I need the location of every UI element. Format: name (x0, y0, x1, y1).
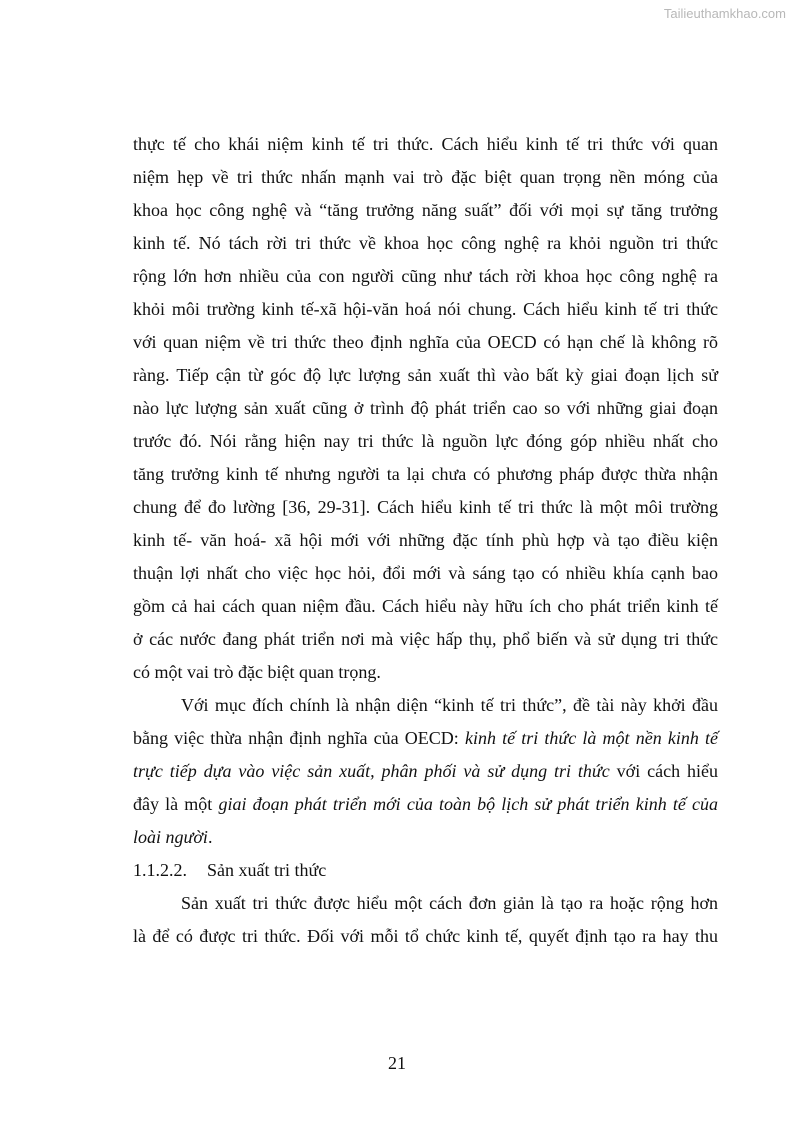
text-line: kinh tế- văn hoá- xã hội mới với những đặc tính phù hợp và tạo điều kiện (133, 530, 718, 550)
text-line: trước đó. Nói rằng hiện nay tri thức là nguồn lực đóng góp nhiều nhất cho (133, 431, 718, 451)
text-line (133, 755, 718, 788)
text-line: nào lực lượng sản xuất cũng ở trình độ phát triển cao so với những giai đoạn (133, 398, 718, 418)
page-number: 21 (388, 1053, 406, 1073)
text-line: khoa học công nghệ và “tăng trưởng năng suất” đối với mọi sự tăng trưởng (133, 200, 718, 220)
text-line: rộng lớn hơn nhiều của con người cũng như tách rời khoa học công nghệ ra (133, 266, 718, 286)
section-number: 1.1.2.2. (133, 860, 187, 880)
text-line: với quan niệm về tri thức theo định nghĩa của OECD có hạn chế là không rõ (133, 332, 718, 352)
text-line: thực tế cho khái niệm kinh tế tri thức. Cách hiểu kinh tế tri thức với quan (133, 134, 718, 154)
normal-text: bằng việc thừa nhận định nghĩa của OECD: (133, 728, 465, 748)
text-line: ở các nước đang phát triển nơi mà việc hấp thụ, phổ biến và sử dụng tri thức (133, 629, 718, 649)
text-line: kinh tế. Nó tách rời tri thức về khoa học công nghệ ra khỏi nguồn tri thức (133, 233, 718, 253)
text-line: gồm cả hai cách quan niệm đầu. Cách hiểu này hữu ích cho phát triển kinh tế (133, 596, 718, 616)
italic-text: kinh tế tri thức là một nền kinh tế (464, 728, 718, 748)
text-line: chung để đo lường [36, 29-31]. Cách hiểu kinh tế tri thức là một môi trường (133, 497, 718, 517)
italic-text: trực tiếp dựa vào việc sản xuất, phân phối và sử dụng tri thức (133, 761, 610, 781)
normal-text: . (207, 827, 213, 847)
paragraph-1 (133, 128, 718, 689)
text-line (133, 788, 718, 821)
normal-text: với cách hiểu (609, 761, 719, 781)
text-line: Với mục đích chính là nhận diện “kinh tế tri thức”, đề tài này khởi đầu (181, 695, 718, 715)
text-line (133, 821, 718, 854)
italic-text: loài người (133, 827, 208, 847)
text-line: niệm hẹp về tri thức nhấn mạnh vai trò đặc biệt quan trọng nền móng của (133, 167, 718, 187)
text-line: là để có được tri thức. Đối với mỗi tổ chức kinh tế, quyết định tạo ra hay thu (133, 926, 718, 946)
section-heading (133, 854, 718, 887)
section-title: Sản xuất tri thức (207, 860, 327, 880)
text-line: tăng trưởng kinh tế nhưng người ta lại chưa có phương pháp được thừa nhận (133, 464, 718, 484)
normal-text: đây là một (133, 794, 219, 814)
text-line: thuận lợi nhất cho việc học hỏi, đổi mới và sáng tạo có nhiều khía cạnh bao (133, 563, 718, 583)
text-line (133, 722, 718, 755)
document-body (133, 128, 718, 953)
text-line: Sản xuất tri thức được hiểu một cách đơn giản là tạo ra hoặc rộng hơn (181, 893, 718, 913)
italic-text: giai đoạn phát triển mới của toàn bộ lịch sử phát triển kinh tế của (218, 794, 718, 814)
watermark: Tailieuthamkhao.com (663, 6, 786, 21)
text-line: khỏi môi trường kinh tế-xã hội-văn hoá nói chung. Cách hiểu kinh tế tri thức (133, 299, 718, 319)
text-line: có một vai trò đặc biệt quan trọng. (133, 662, 381, 682)
text-line: ràng. Tiếp cận từ góc độ lực lượng sản xuất thì vào bất kỳ giai đoạn lịch sử (133, 365, 718, 385)
paragraph-2 (133, 689, 718, 854)
paragraph-3 (133, 887, 718, 953)
